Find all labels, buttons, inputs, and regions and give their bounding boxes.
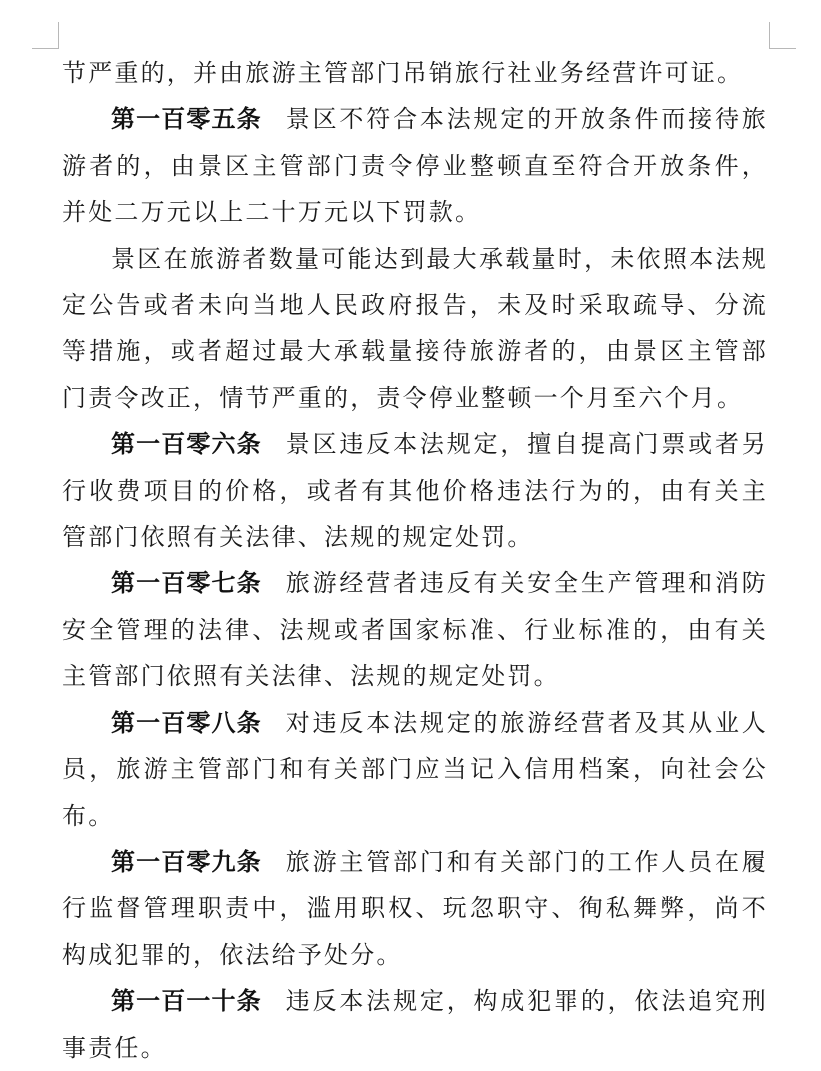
paragraph-text: 违反本法规定，构成犯罪的，依法追究刑事责任。 [62,987,769,1062]
article-108 [62,700,768,839]
article-number: 第一百零五条 [111,105,262,134]
article-110 [62,978,768,1071]
article-105-clause-2 [62,236,768,422]
article-number: 第一百零七条 [111,569,262,598]
article-number: 第一百零九条 [111,847,262,876]
paragraph-text: 景区在旅游者数量可能达到最大承载量时，未依照本法规定公告或者未向当地人民政府报告，未及时采取疏导、分流等措施，或者超过最大承载量接待旅游者的，由景区主管部门责令改正，情节严重的，责令停业整顿一个月至六个月。 [62,244,768,412]
paragraph-text: 节严重的，并由旅游主管部门吊销旅行社业务经营许可证。 [62,59,744,87]
paragraph-text: 景区不符合本法规定的开放条件而接待旅游者的，由景区主管部门责令停业整顿直至符合开放条件，并处二万元以上二十万元以下罚款。 [62,105,769,227]
article-number: 第一百零六条 [111,430,262,459]
crop-mark-top-left [32,22,59,49]
article-107 [62,560,768,699]
article-109 [62,839,768,978]
article-number: 第一百一十条 [111,987,262,1016]
paragraph-text: 旅游经营者违反有关安全生产管理和消防安全管理的法律、法规或者国家标准、行业标准的，由有关主管部门依照有关法律、法规的规定处罚。 [62,569,769,691]
paragraph-text: 景区违反本法规定，擅自提高门票或者另行收费项目的价格，或者有其他价格违法行为的，由有关主管部门依照有关法律、法规的规定处罚。 [62,430,769,552]
document-body [62,50,768,1071]
paragraph-continuation [62,50,768,96]
paragraph-text: 旅游主管部门和有关部门的工作人员在履行监督管理职责中，滥用职权、玩忽职守、徇私舞弊，尚不构成犯罪的，依法给予处分。 [62,847,769,969]
article-105 [62,96,768,235]
article-106 [62,421,768,560]
article-number: 第一百零八条 [111,708,262,737]
paragraph-text: 对违反本法规定的旅游经营者及其从业人员，旅游主管部门和有关部门应当记入信用档案，向社会公布。 [62,708,769,830]
crop-mark-top-right [769,22,796,49]
